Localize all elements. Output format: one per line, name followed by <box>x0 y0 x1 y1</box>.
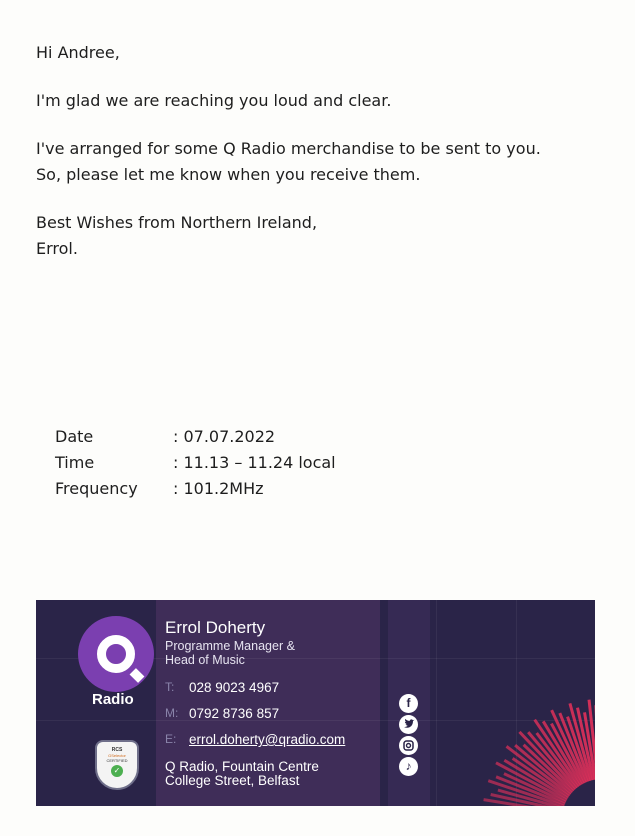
decorative-fan-graphic <box>432 684 595 806</box>
detail-value: : 11.13 – 11.24 local <box>173 453 336 472</box>
signoff: Errol. <box>36 239 78 258</box>
detail-value: : 07.07.2022 <box>173 427 276 446</box>
mobile-row <box>165 706 279 721</box>
sender-role <box>165 639 295 667</box>
detail-label: Time <box>55 453 95 472</box>
detail-row-frequency <box>55 476 336 502</box>
email-signature <box>36 600 595 806</box>
badge-text: GSelector <box>108 753 126 758</box>
detail-row-time <box>55 450 336 476</box>
tiktok-icon[interactable]: ♪ <box>399 757 418 776</box>
mobile-number[interactable]: 0792 8736 857 <box>189 706 280 721</box>
greeting: Hi Andree, <box>36 43 120 62</box>
role-line: Programme Manager & <box>165 639 295 653</box>
badge-text: RCS <box>111 747 123 753</box>
check-icon: ✓ <box>111 765 123 777</box>
detail-value: : 101.2MHz <box>173 479 264 498</box>
badge-text: CERTIFIED <box>106 758 128 763</box>
letter-line-2: I've arranged for some Q Radio merchandise to be sent to you. <box>36 139 541 158</box>
rcs-certified-badge-icon <box>95 740 139 790</box>
email-row <box>165 732 345 747</box>
contact-label: M: <box>165 706 179 720</box>
twitter-icon[interactable] <box>399 715 418 734</box>
contact-label: T: <box>165 680 175 694</box>
facebook-icon[interactable]: f <box>399 694 418 713</box>
letter-line-3: So, please let me know when you receive them. <box>36 165 421 184</box>
email-link[interactable]: errol.doherty@qradio.com <box>189 732 346 747</box>
phone-number[interactable]: 028 9023 4967 <box>189 680 280 695</box>
detail-label: Frequency <box>55 479 138 498</box>
address-line: Q Radio, Fountain Centre <box>165 759 319 774</box>
letter-body <box>36 40 541 262</box>
address-line: College Street, Belfast <box>165 773 300 788</box>
reception-details <box>55 424 336 502</box>
closing: Best Wishes from Northern Ireland, <box>36 213 318 232</box>
sender-name: Errol Doherty <box>165 618 266 637</box>
phone-row <box>165 680 279 695</box>
contact-label: E: <box>165 732 177 746</box>
logo-text: Radio <box>92 691 134 708</box>
q-radio-logo-icon <box>78 616 154 692</box>
instagram-icon[interactable] <box>399 736 418 755</box>
role-line: Head of Music <box>165 653 245 667</box>
letter-line-1: I'm glad we are reaching you loud and clear. <box>36 91 392 110</box>
address <box>165 760 319 788</box>
detail-row-date <box>55 424 336 450</box>
detail-label: Date <box>55 427 94 446</box>
